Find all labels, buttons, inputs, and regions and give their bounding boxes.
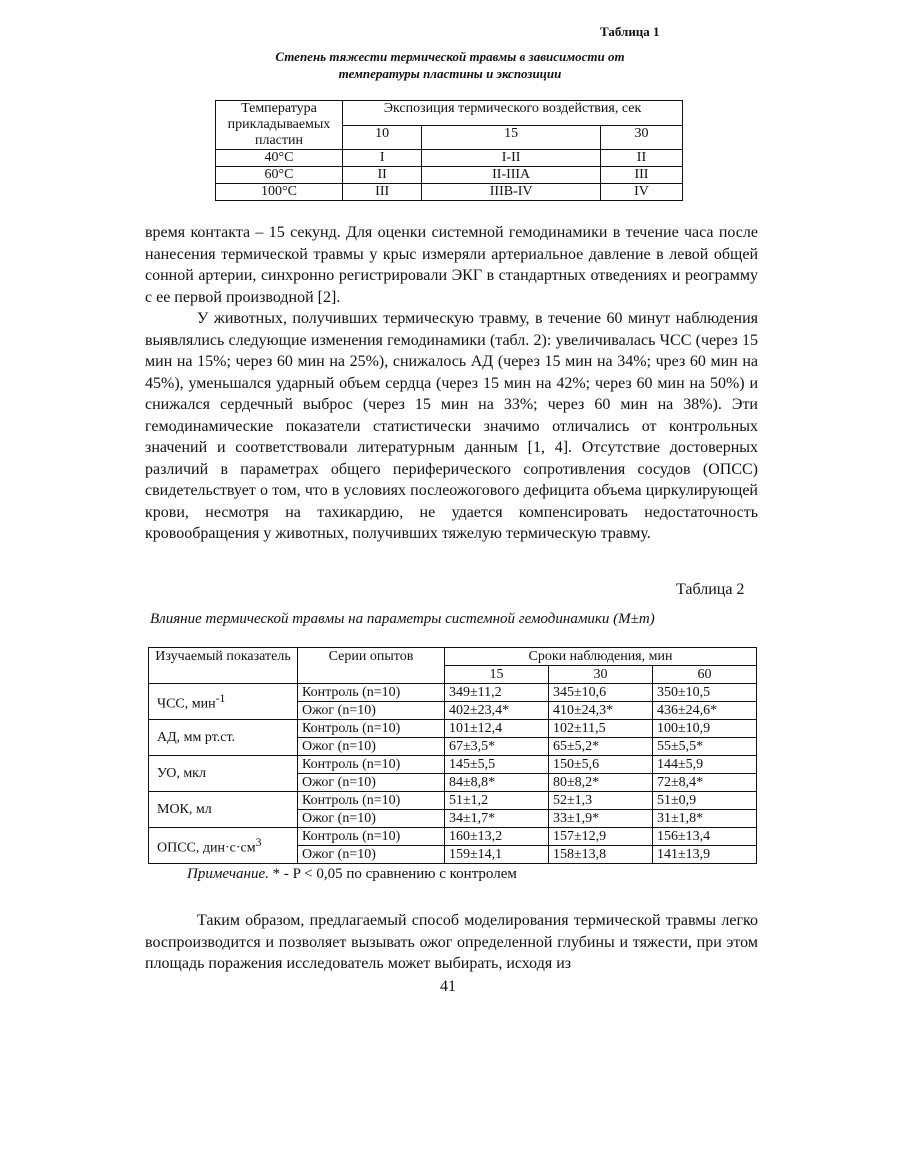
table1-cell: II (343, 167, 422, 184)
table1-temp-cell: 40°С (216, 150, 343, 167)
series-cell: Контроль (n=10) (298, 792, 445, 810)
table1-cell: III (343, 184, 422, 201)
value-cell: 150±5,6 (549, 756, 653, 774)
value-cell: 100±10,9 (653, 720, 757, 738)
table1-cell: II (600, 150, 682, 167)
table1-cell: I-II (422, 150, 601, 167)
indicator-hr (149, 684, 298, 720)
value-cell: 144±5,9 (653, 756, 757, 774)
indicator-name: ЧСС, мин (157, 696, 216, 712)
value-cell: 141±13,9 (653, 846, 757, 864)
table1-title-line2: температуры пластины и экспозиции (338, 66, 562, 81)
series-cell: Ожог (n=10) (298, 846, 445, 864)
indicator-name: АД, мм рт.ст. (157, 730, 236, 745)
value-cell: 31±1,8* (653, 810, 757, 828)
table1-cell: III (600, 167, 682, 184)
value-cell: 72±8,4* (653, 774, 757, 792)
table1-cell: I (343, 150, 422, 167)
value-cell: 159±14,1 (445, 846, 549, 864)
paragraph-2: У животных, получивших термическую травму, в течение 60 минут наблюдения выявлялись следующие изменения гемодинамики (табл. 2): увеличивалась ЧСС (через 15 мин на 15%; через 60 мин на 25%), снижалось АД (через 15 мин на 34%; чрез 60 мин на 45%), уменьшался ударный объем сердца (через 15 мин на 42%; через 60 мин на 50%) и снижался сердечный выброс (через 15 мин на 33%; через 60 мин на 38%). Эти гемодинамические показатели статистически значимо отличались от контрольных значений и соответствовали литературным данным [1, 4]. Отсутствие достоверных различий в параметрах общего периферического сопротивления сосудов (ОПСС) свидетельствует о том, что в условиях послеожогового дефицита объема циркулирующей крови, несмотря на тахикардию, не удается компенсировать недостаточность кровообращения у животных, получивших тяжелую термическую травму. (145, 310, 758, 542)
series-cell: Контроль (n=10) (298, 828, 445, 846)
value-cell: 410±24,3* (549, 702, 653, 720)
table1-cell: IIIB-IV (422, 184, 601, 201)
value-cell: 55±5,5* (653, 738, 757, 756)
series-cell: Контроль (n=10) (298, 684, 445, 702)
paragraph-3: Таким образом, предлагаемый способ моделирования термической травмы легко воспроизводится и позволяет вызывать ожог определенной глубины и тяжести, при этом площадь поражения исследователь может выбирать, исходя из (145, 912, 758, 972)
series-cell: Ожог (n=10) (298, 774, 445, 792)
indicator-name: МОК, мл (157, 802, 212, 817)
table1-temp-cell: 60°С (216, 167, 343, 184)
indicator-name: ОПСС, дин·с·см (157, 840, 256, 856)
value-cell: 80±8,2* (549, 774, 653, 792)
table2-title: Влияние термической травмы на параметры системной гемодинамики (M±m) (150, 611, 655, 627)
table1-header-temp: Температура прикладываемых пластин (216, 101, 343, 150)
table1-label: Таблица 1 (600, 24, 660, 39)
value-cell: 158±13,8 (549, 846, 653, 864)
value-cell: 157±12,9 (549, 828, 653, 846)
value-cell: 350±10,5 (653, 684, 757, 702)
table-row (149, 756, 757, 774)
value-cell: 101±12,4 (445, 720, 549, 738)
value-cell: 67±3,5* (445, 738, 549, 756)
series-cell: Ожог (n=10) (298, 738, 445, 756)
series-cell: Ожог (n=10) (298, 810, 445, 828)
table2-header-series: Серии опытов (298, 648, 445, 684)
table1-exposure-15: 15 (422, 125, 601, 150)
value-cell: 349±11,2 (445, 684, 549, 702)
table1-header-exposure: Экспозиция термического воздействия, сек (343, 101, 683, 126)
table1-cell: IV (600, 184, 682, 201)
table-row (149, 792, 757, 810)
note-label: Примечание. (187, 866, 269, 882)
value-cell: 156±13,4 (653, 828, 757, 846)
value-cell: 145±5,5 (445, 756, 549, 774)
table2-header-indicator: Изучаемый показатель (149, 648, 298, 684)
table1-exposure-30: 30 (600, 125, 682, 150)
table1-title-line1: Степень тяжести термической травмы в зависимости от (275, 49, 625, 64)
series-cell: Контроль (n=10) (298, 720, 445, 738)
series-cell: Контроль (n=10) (298, 756, 445, 774)
indicator-name: УО, мкл (157, 766, 206, 781)
table-row (149, 684, 757, 702)
table2-period-15: 15 (445, 666, 549, 684)
table1-cell: II-IIIA (422, 167, 601, 184)
value-cell: 345±10,6 (549, 684, 653, 702)
value-cell: 436±24,6* (653, 702, 757, 720)
page-number: 41 (440, 978, 456, 995)
table1-title (150, 48, 750, 82)
table2-note (187, 866, 517, 883)
indicator-sv (149, 756, 298, 792)
value-cell: 160±13,2 (445, 828, 549, 846)
value-cell: 34±1,7* (445, 810, 549, 828)
table2-period-60: 60 (653, 666, 757, 684)
body-text-block (145, 222, 758, 545)
table-row (216, 150, 683, 167)
indicator-tpr (149, 828, 298, 864)
note-text: * - P < 0,05 по сравнению с контролем (268, 866, 517, 882)
table2-label: Таблица 2 (676, 581, 745, 598)
table1-temp-cell: 100°С (216, 184, 343, 201)
indicator-co (149, 792, 298, 828)
burn-severity-table (215, 100, 683, 201)
table-row (216, 184, 683, 201)
value-cell: 33±1,9* (549, 810, 653, 828)
table-row (149, 828, 757, 846)
value-cell: 51±0,9 (653, 792, 757, 810)
paragraph-1: время контакта – 15 секунд. Для оценки системной гемодинамики в течение часа после нанесения термической травмы у крыс измеряли артериальное давление в левой общей сонной артерии, синхронно регистрировали ЭКГ в стандартных отведениях и реограмму с ее первой производной [2]. (145, 224, 758, 306)
table2-header-row (149, 648, 757, 666)
value-cell: 52±1,3 (549, 792, 653, 810)
value-cell: 65±5,2* (549, 738, 653, 756)
indicator-sup: -1 (215, 692, 226, 706)
table2-period-30: 30 (549, 666, 653, 684)
table-row (149, 720, 757, 738)
indicator-sup: 3 (255, 836, 262, 850)
table1-header-row (216, 101, 683, 126)
indicator-bp (149, 720, 298, 756)
table1-exposure-10: 10 (343, 125, 422, 150)
table-row (216, 167, 683, 184)
value-cell: 51±1,2 (445, 792, 549, 810)
table2-header-periods: Сроки наблюдения, мин (445, 648, 757, 666)
value-cell: 84±8,8* (445, 774, 549, 792)
series-cell: Ожог (n=10) (298, 702, 445, 720)
value-cell: 402±23,4* (445, 702, 549, 720)
body-text-block-2 (145, 910, 758, 975)
hemodynamics-table (148, 647, 757, 864)
value-cell: 102±11,5 (549, 720, 653, 738)
